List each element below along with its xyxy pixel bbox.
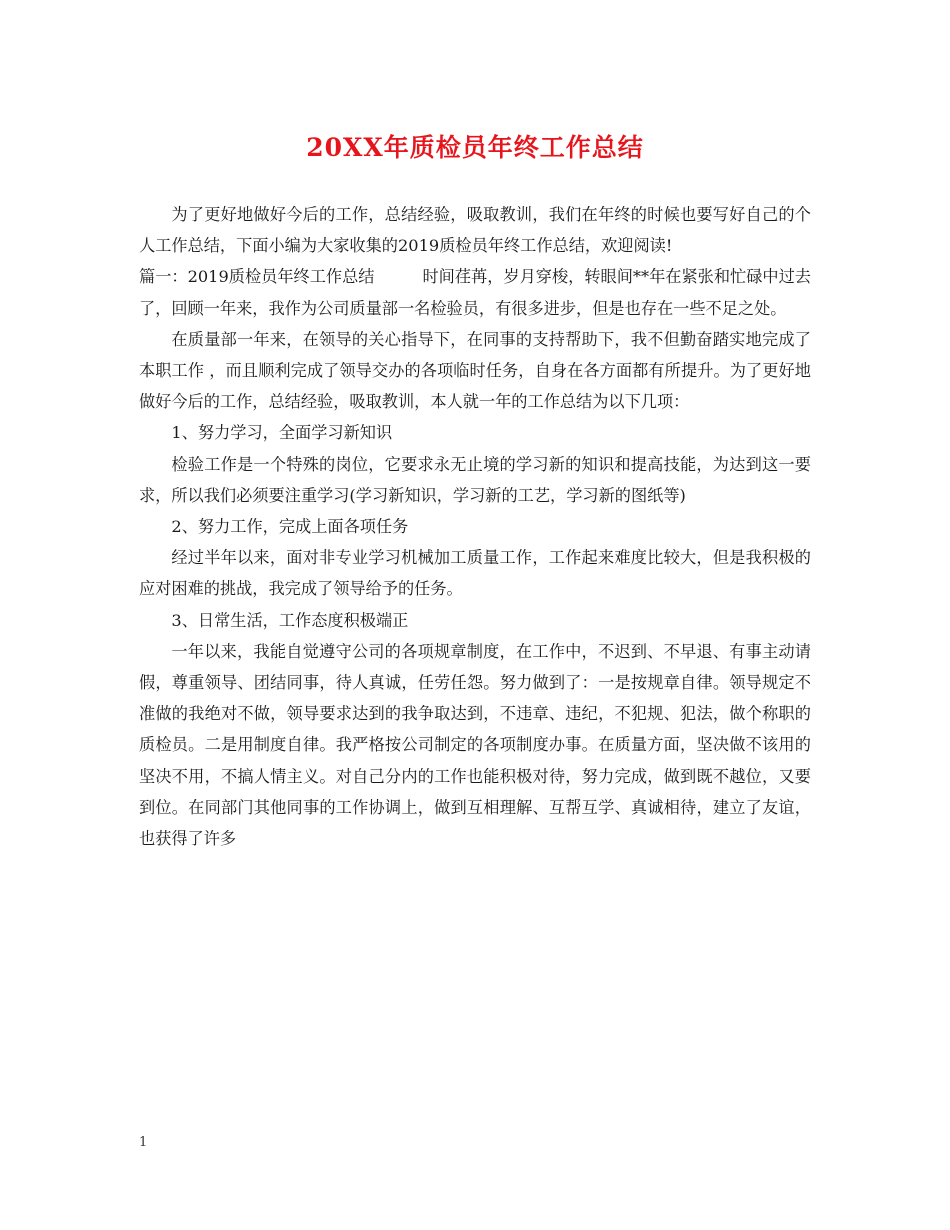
- document-title: 20XX年质检员年终工作总结: [306, 133, 644, 162]
- section-text: 时间荏苒，岁月穿梭，转眼间**年在紧张和忙碌中过去了，回顾一年来，我作为公司质量部一名检验员，有很多进步，但是也存在一些不足之处。: [139, 267, 811, 318]
- document-body: [139, 199, 811, 854]
- section-paragraph: [139, 261, 811, 323]
- section-heading: 篇一：2019质检员年终工作总结: [139, 267, 375, 287]
- numbered-heading: 3、日常生活，工作态度积极端正: [171, 610, 409, 630]
- paragraph: 在质量部一年来，在领导的关心指导下，在同事的支持帮助下，我不但勤奋踏实地完成了本职工作 ，而且顺利完成了领导交办的各项临时任务，自身在各方面都有所提升。为了更好地做好今后的工作，总结经验，吸取教训，本人就一年的工作总结为以下几项：: [139, 329, 811, 412]
- paragraph: 检验工作是一个特殊的岗位，它要求永无止境的学习新的知识和提高技能，为达到这一要求，所以我们必须要注重学习(学习新知识，学习新的工艺，学习新的图纸等): [139, 454, 811, 505]
- numbered-heading: 2、努力工作，完成上面各项任务: [171, 517, 409, 537]
- paragraph: 经过半年以来，面对非专业学习机械加工质量工作，工作起来难度比较大，但是我积极的应对困难的挑战，我完成了领导给予的任务。: [139, 548, 811, 599]
- numbered-heading: 1、努力学习，全面学习新知识: [171, 423, 393, 443]
- paragraph: 一年以来，我能自觉遵守公司的各项规章制度，在工作中，不迟到、不早退、有事主动请假，尊重领导、团结同事，待人真诚，任劳任怨。努力做到了：一是按规章自律。领导规定不准做的我绝对不做，领导要求达到的我争取达到，不违章、违纪，不犯规、犯法，做个称职的质检员。二是用制度自律。我严格按公司制定的各项制度办事。在质量方面，坚决做不该用的坚决不用，不搞人情主义。对自己分内的工作也能积极对待，努力完成，做到既不越位，又要到位。在同部门其他同事的工作协调上，做到互相理解、互帮互学、真诚相待，建立了友谊，也获得了许多: [139, 641, 811, 849]
- page-number: 1: [139, 1135, 148, 1150]
- intro-paragraph: 为了更好地做好今后的工作，总结经验，吸取教训，我们在年终的时候也要写好自己的个人工作总结，下面小编为大家收集的2019质检员年终工作总结，欢迎阅读!: [139, 205, 811, 256]
